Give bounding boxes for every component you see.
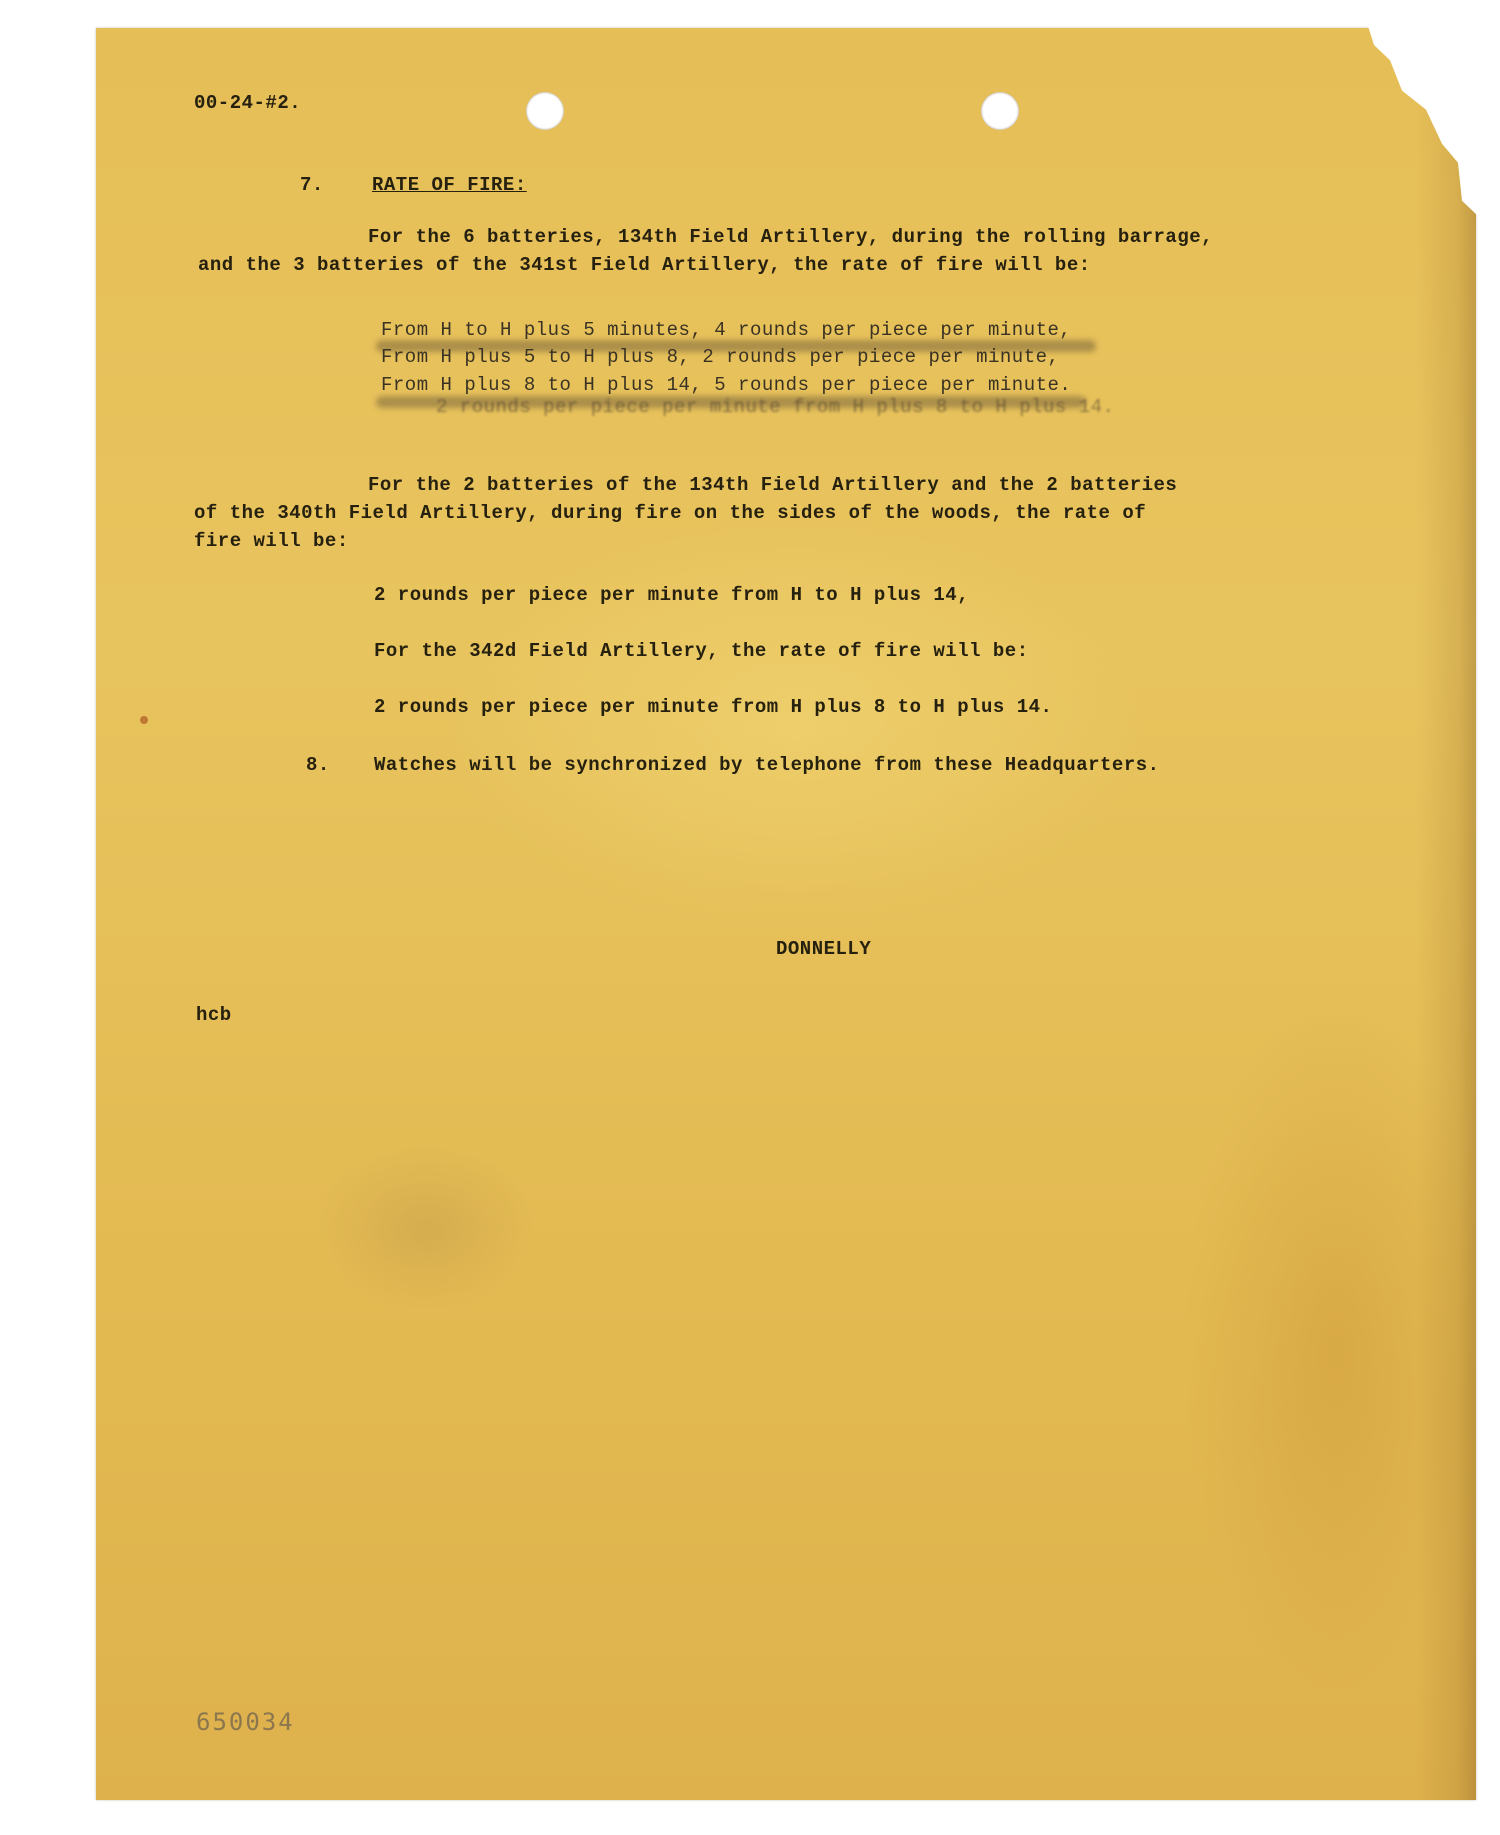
rate-line-b: 2 rounds per piece per minute from H plus 8 to H plus 14. xyxy=(374,696,1053,718)
para3: For the 342d Field Artillery, the rate of fire will be: xyxy=(374,640,1029,662)
punch-hole xyxy=(526,92,564,130)
typist-initials: hcb xyxy=(196,1004,232,1026)
para2-line2: of the 340th Field Artillery, during fire on the sides of the woods, the rate of xyxy=(194,502,1147,524)
archive-stamp-number: 650034 xyxy=(196,1708,295,1736)
punch-hole xyxy=(981,92,1019,130)
schedule-line-2: From H plus 5 to H plus 8, 2 rounds per piece per minute, xyxy=(381,346,1060,368)
para2-line3: fire will be: xyxy=(194,530,349,552)
para1-line2: and the 3 batteries of the 341st Field Artillery, the rate of fire will be: xyxy=(198,254,1091,276)
section-8-number: 8. xyxy=(306,754,330,776)
section-7-number: 7. xyxy=(300,174,324,196)
section-8-text: Watches will be synchronized by telephone from these Headquarters. xyxy=(374,754,1160,776)
signature-name: DONNELLY xyxy=(776,938,872,960)
rate-line-a: 2 rounds per piece per minute from H to H plus 14, xyxy=(374,584,970,606)
document-reference: 00-24-#2. xyxy=(194,92,302,114)
strike-smudge xyxy=(376,340,1096,352)
stain-speck xyxy=(140,716,148,724)
edge-stain xyxy=(1416,28,1476,1800)
para2-line1: For the 2 batteries of the 134th Field Artillery and the 2 batteries xyxy=(368,474,1178,496)
struck-through-line: 2 rounds per piece per minute from H plus 8 to H plus 14. xyxy=(436,396,1115,418)
section-7-heading: RATE OF FIRE: xyxy=(372,174,527,196)
para1-line1: For the 6 batteries, 134th Field Artillery, during the rolling barrage, xyxy=(368,226,1214,248)
document-page xyxy=(96,28,1476,1800)
schedule-line-1: From H to H plus 5 minutes, 4 rounds per piece per minute, xyxy=(381,319,1072,341)
schedule-line-3: From H plus 8 to H plus 14, 5 rounds per piece per minute. xyxy=(381,374,1072,396)
